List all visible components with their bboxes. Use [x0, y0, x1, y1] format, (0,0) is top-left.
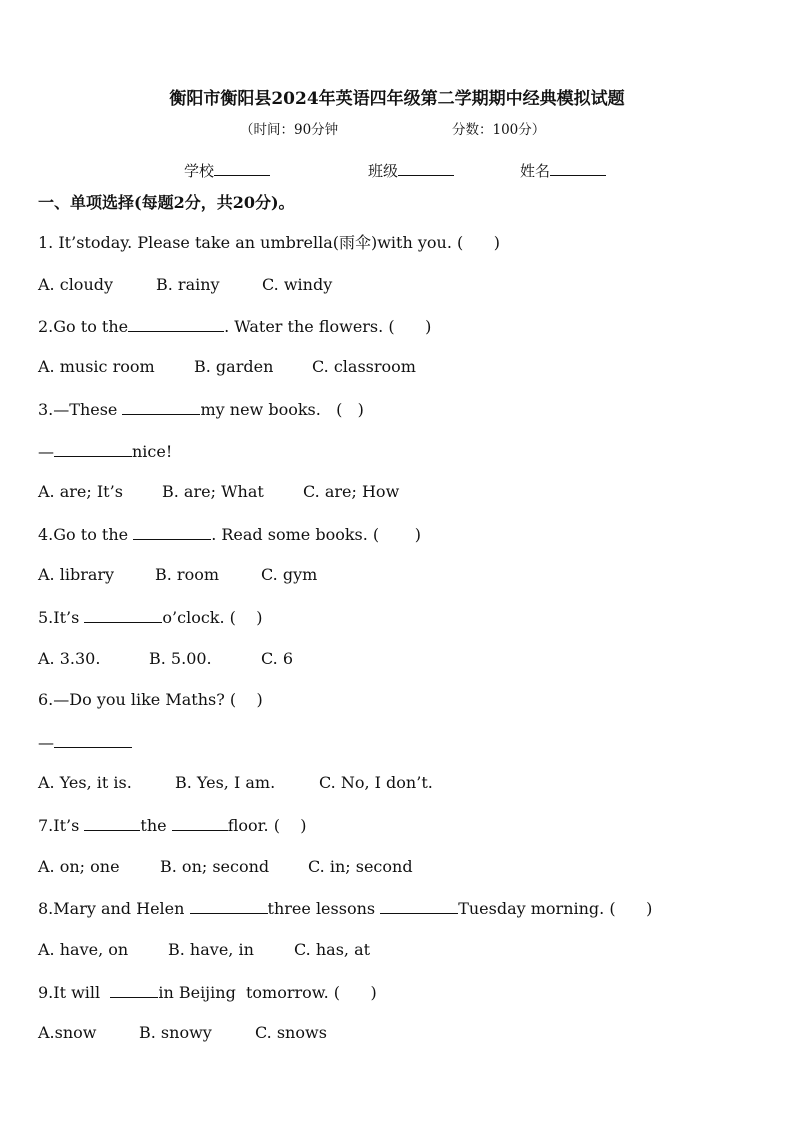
question-5-options [38, 649, 293, 669]
option-b[interactable]: B. Yes, I am. [175, 773, 276, 792]
option-c[interactable]: C. 6 [261, 649, 294, 668]
answer-blank[interactable] [54, 441, 132, 457]
option-a[interactable]: A. library [38, 565, 115, 584]
option-c[interactable]: C. snows [255, 1023, 327, 1042]
option-c[interactable]: C. No, I don’t. [319, 773, 433, 792]
question-1-options [38, 275, 332, 295]
question-4-options [38, 565, 317, 585]
question-4-stem: 4.Go to the . Read some books. ( ) [38, 525, 421, 544]
question-6-stem: 6.—Do you like Maths? ( ) [38, 690, 263, 709]
option-a[interactable]: A. music room [38, 357, 155, 376]
exam-time: （时间：90分钟 [240, 122, 339, 138]
class-blank[interactable] [398, 161, 454, 176]
question-6-options [38, 773, 433, 793]
option-c[interactable]: C. classroom [312, 357, 416, 376]
section-title: 一、单项选择(每题2分，共20分)。 [38, 193, 295, 212]
option-a[interactable]: A. have, on [38, 940, 129, 959]
option-b[interactable]: B. have, in [168, 940, 254, 959]
option-b[interactable]: B. on; second [160, 857, 270, 876]
question-3-stem: 3.—These my new books. ( ) [38, 400, 364, 419]
name-label: 姓名 [520, 162, 551, 180]
exam-score: 分数：100分） [452, 122, 546, 138]
question-5-stem: 5.It’s o’clock. ( ) [38, 608, 263, 627]
option-b[interactable]: B. room [155, 565, 220, 584]
answer-blank[interactable] [84, 607, 162, 623]
question-8-stem: 8.Mary and Helen three lessons Tuesday morning. ( ) [38, 899, 653, 918]
option-c[interactable]: C. has, at [294, 940, 371, 959]
option-c[interactable]: C. in; second [308, 857, 413, 876]
question-9-stem: 9.It will in Beijing tomorrow. ( ) [38, 983, 377, 1002]
question-9-options [38, 1023, 327, 1043]
option-b[interactable]: B. rainy [156, 275, 220, 294]
name-field[interactable] [520, 160, 606, 181]
option-a[interactable]: A.snow [38, 1023, 97, 1042]
exam-title: 衡阳市衡阳县2024年英语四年级第二学期期中经典模拟试题 [169, 89, 625, 109]
option-b[interactable]: B. garden [194, 357, 274, 376]
option-a[interactable]: A. 3.30. [38, 649, 101, 668]
answer-blank[interactable] [128, 316, 224, 332]
question-2-options [38, 357, 416, 377]
option-a[interactable]: A. cloudy [38, 275, 114, 294]
answer-blank[interactable] [54, 732, 132, 748]
school-field[interactable] [184, 160, 270, 181]
answer-blank[interactable] [122, 399, 200, 415]
answer-blank[interactable] [84, 815, 140, 831]
question-2-stem: 2.Go to the . Water the flowers. ( ) [38, 317, 432, 336]
option-b[interactable]: B. are; What [162, 482, 264, 501]
answer-blank[interactable] [172, 815, 228, 831]
school-blank[interactable] [214, 161, 270, 176]
answer-blank[interactable] [190, 898, 268, 914]
question-7-options [38, 857, 413, 877]
question-1-stem: 1. It’stoday. Please take an umbrella(雨伞)with you. ( ) [38, 233, 501, 252]
name-blank[interactable] [550, 161, 606, 176]
answer-blank[interactable] [133, 524, 211, 540]
school-label: 学校 [184, 162, 215, 180]
option-b[interactable]: B. 5.00. [149, 649, 212, 668]
option-a[interactable]: A. are; It’s [38, 482, 123, 501]
question-8-options [38, 940, 370, 960]
answer-blank[interactable] [380, 898, 458, 914]
question-6-stem-2: — [38, 732, 132, 753]
option-a[interactable]: A. Yes, it is. [38, 773, 132, 792]
question-3-options [38, 482, 399, 502]
option-c[interactable]: C. are; How [303, 482, 400, 501]
answer-blank[interactable] [110, 982, 158, 998]
option-b[interactable]: B. snowy [139, 1023, 212, 1042]
class-field[interactable] [368, 160, 454, 181]
question-3-stem-2: — nice! [38, 442, 173, 461]
class-label: 班级 [368, 162, 399, 180]
option-c[interactable]: C. gym [261, 565, 318, 584]
question-7-stem: 7.It’s the floor. ( ) [38, 816, 307, 835]
option-c[interactable]: C. windy [262, 275, 333, 294]
option-a[interactable]: A. on; one [38, 857, 120, 876]
